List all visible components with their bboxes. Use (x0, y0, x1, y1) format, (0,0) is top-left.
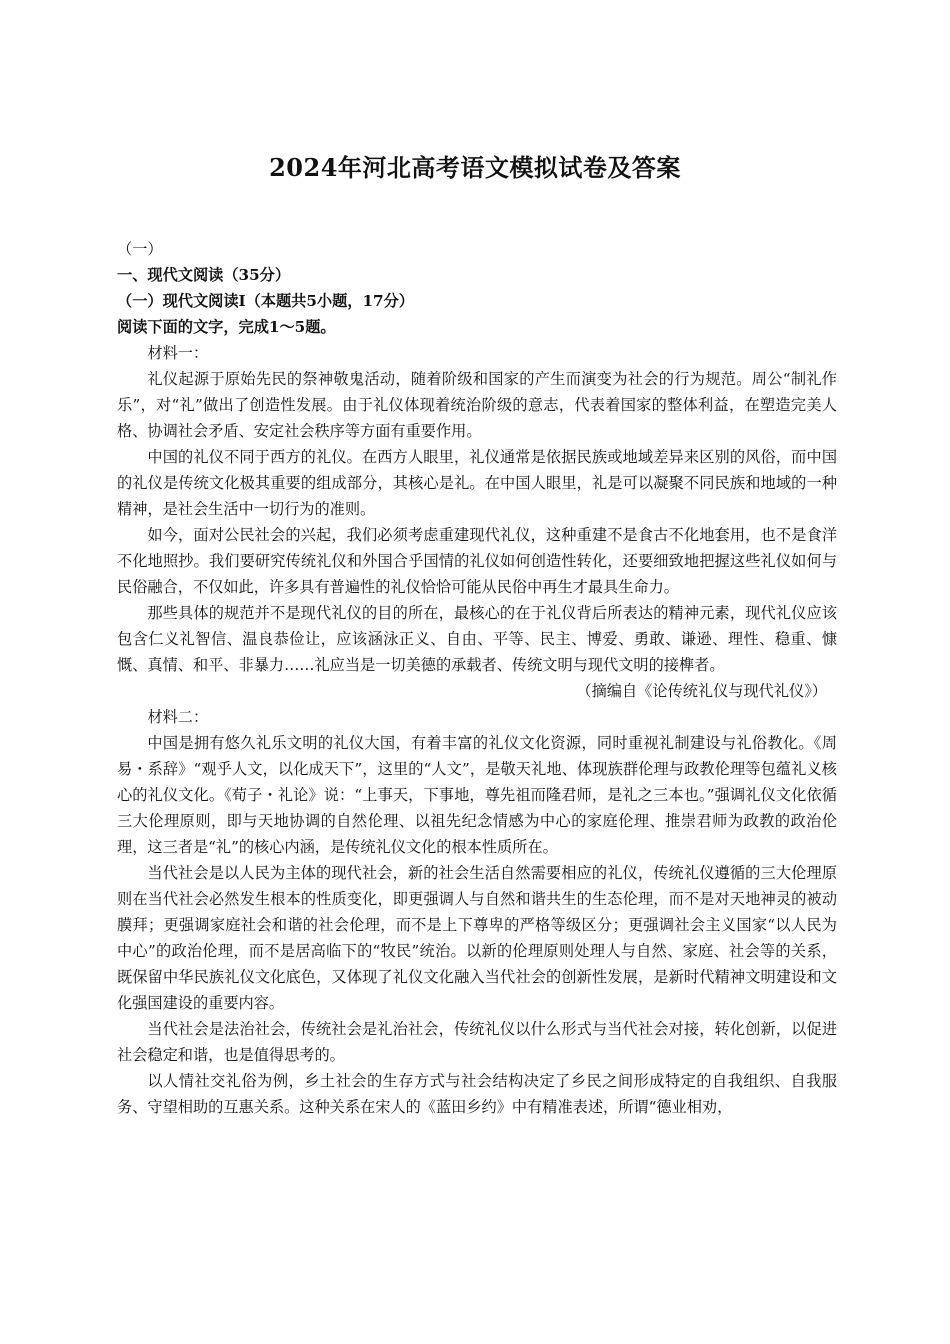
document-title: 2024年河北高考语文模拟试卷及答案 (269, 153, 681, 182)
material1-paragraph: 如今，面对公民社会的兴起，我们必须考虑重建现代礼仪，这种重建不是食古不化地套用，也不是食洋不化地照抄。我们要研究传统礼仪和外国合乎国情的礼仪如何创造性转化，还要细致地把握这些礼仪如何与民俗融合，不仅如此，许多具有普遍性的礼仪恰恰可能从民俗中再生才最具生命力。 (117, 526, 837, 596)
document-body (117, 236, 837, 1120)
reading-instruction: 阅读下面的文字，完成1～5题。 (117, 318, 336, 336)
material2-paragraph: 当代社会是法治社会，传统社会是礼治社会，传统礼仪以什么形式与当代社会对接，转化创新，以促进社会稳定和谐，也是值得思考的。 (117, 1020, 837, 1064)
material1-paragraph: 那些具体的规范并不是现代礼仪的目的所在，最核心的在于礼仪背后所表达的精神元素，现代礼仪应该包含仁义礼智信、温良恭俭让，应该涵泳正义、自由、平等、民主、博爱、勇敢、谦逊、理性、稳重、慷慨、真情、和平、非暴力……礼应当是一切美德的承载者、传统文明与现代文明的接榫者。 (117, 604, 837, 674)
material1-paragraph: 礼仪起源于原始先民的祭神敬鬼活动，随着阶级和国家的产生而演变为社会的行为规范。周公“制礼作乐”，对“礼”做出了创造性发展。由于礼仪体现着统治阶级的意志，代表着国家的整体利益，在塑造完美人格、协调社会矛盾、安定社会秩序等方面有重要作用。 (117, 370, 837, 440)
subpart-heading: （一）现代文阅读Ⅰ（本题共5小题，17分） (117, 292, 414, 310)
material1-source: （摘编自《论传统礼仪与现代礼仪》） (576, 682, 827, 700)
material2-paragraph: 当代社会是以人民为主体的现代社会，新的社会生活自然需要相应的礼仪，传统礼仪遵循的三大伦理原则在当代社会必然发生根本的性质变化，即更强调人与自然和谐共生的生态伦理，而不是对天地神灵的被动膜拜；更强调家庭社会和谐的社会伦理，而不是上下尊卑的严格等级区分；更强调社会主义国家“以人民为中心”的政治伦理，而不是居高临下的“牧民”统治。以新的伦理原则处理人与自然、家庭、社会等的关系，既保留中华民族礼仪文化底色，又体现了礼仪文化融入当代社会的创新性发展，是新时代精神文明建设和文化强国建设的重要内容。 (117, 864, 837, 1012)
section-marker: （一） (117, 240, 163, 258)
material2-label: 材料二： (147, 708, 209, 726)
part-heading: 一、现代文阅读（35分） (117, 266, 291, 284)
material2-paragraph: 以人情社交礼俗为例，乡土社会的生存方式与社会结构决定了乡民之间形成特定的自我组织、自我服务、守望相助的互惠关系。这种关系在宋人的《蓝田乡约》中有精准表述，所谓“德业相劝， (117, 1072, 837, 1116)
material1-paragraph: 中国的礼仪不同于西方的礼仪。在西方人眼里，礼仪通常是依据民族或地域差异来区别的风俗，而中国的礼仪是传统文化极其重要的组成部分，其核心是礼。在中国人眼里，礼是可以凝聚不同民族和地域的一种精神，是社会生活中一切行为的准则。 (117, 448, 837, 518)
material1-label: 材料一： (147, 344, 209, 362)
material2-paragraph: 中国是拥有悠久礼乐文明的礼仪大国，有着丰富的礼仪文化资源，同时重视礼制建设与礼俗教化。《周易・系辞》“观乎人文，以化成天下”，这里的“人文”，是敬天礼地、体现族群伦理与政教伦理等包蕴礼义核心的礼仪文化。《荀子・礼论》说：“上事天，下事地，尊先祖而隆君师，是礼之三本也。”强调礼仪文化依循三大伦理原则，即与天地协调的自然伦理、以祖先纪念情感为中心的家庭伦理、推崇君师为政教的政治伦理，这三者是“礼”的核心内涵，是传统礼仪文化的根本性质所在。 (117, 734, 837, 856)
